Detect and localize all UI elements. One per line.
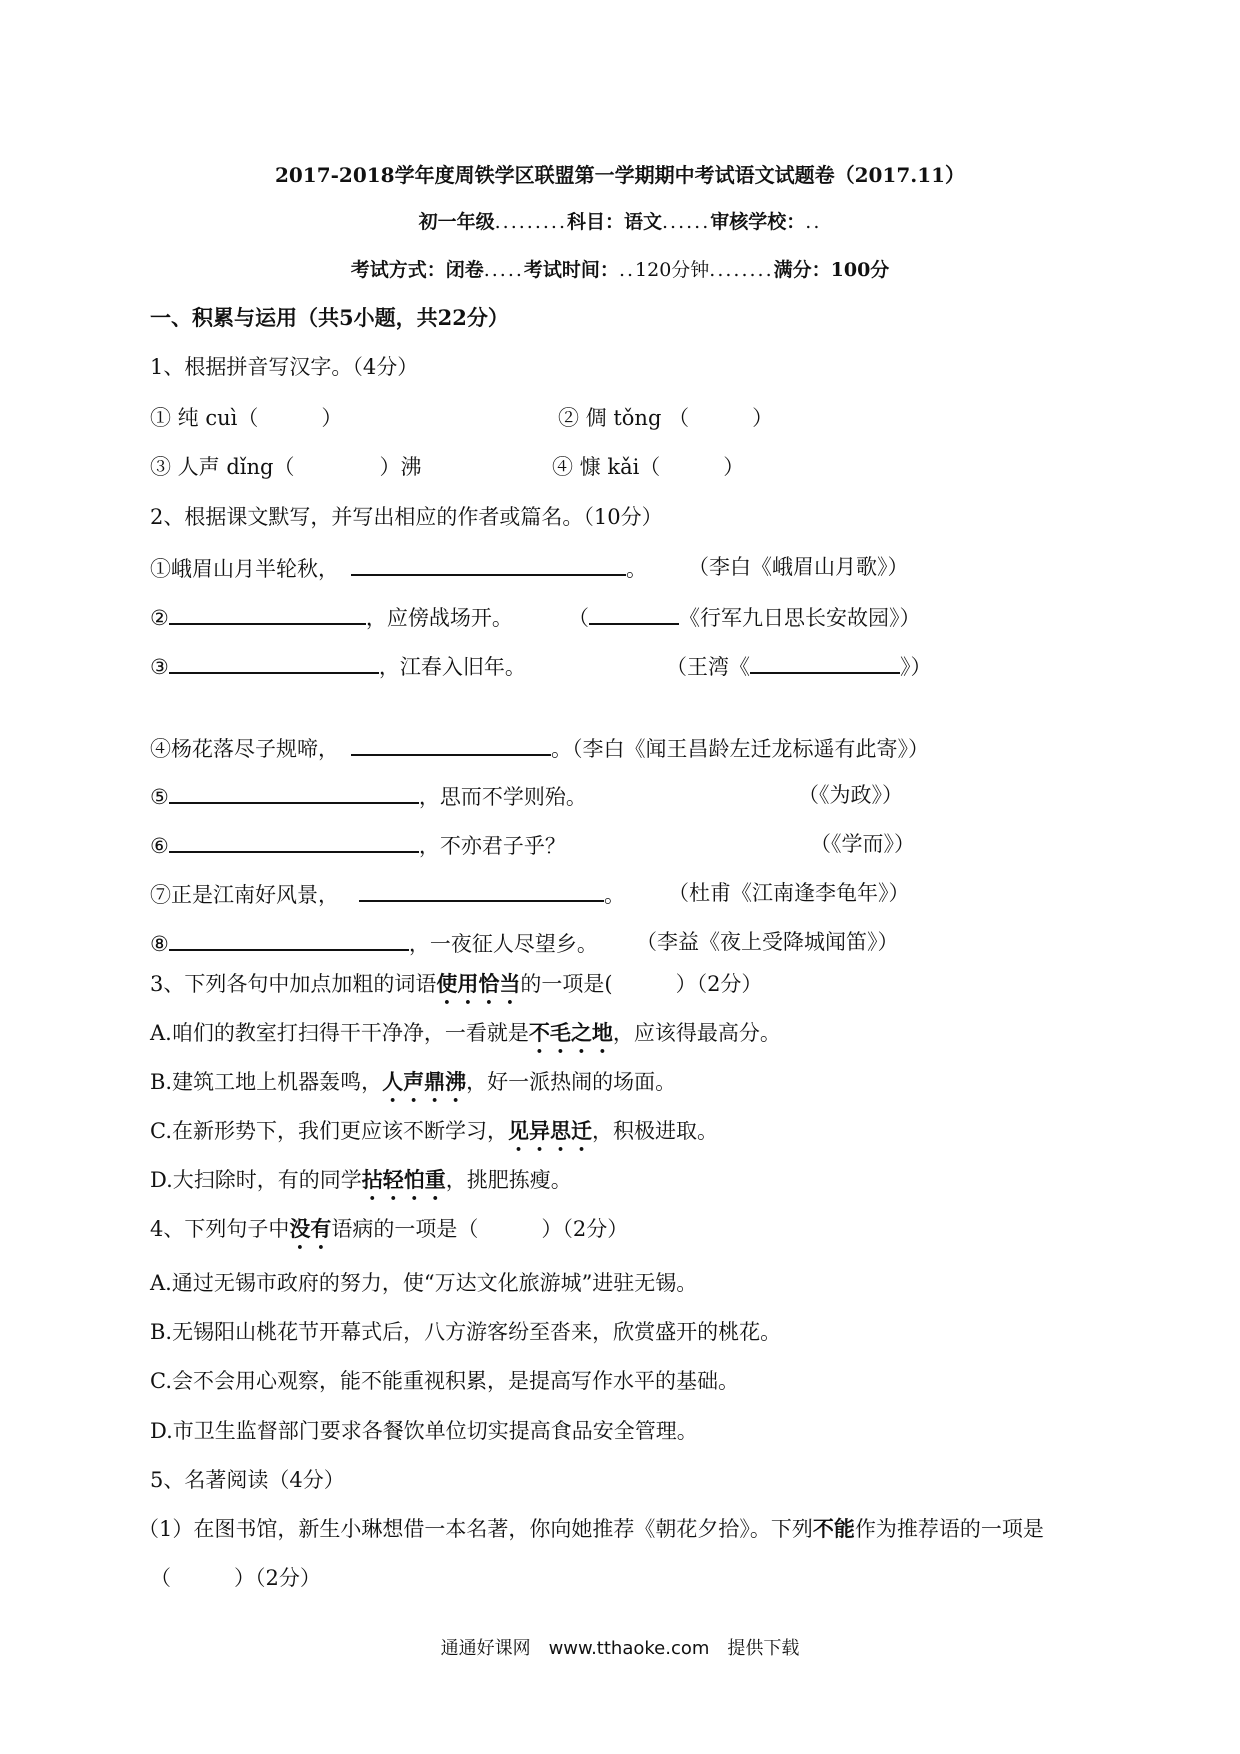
q3-option-b — [150, 1067, 676, 1107]
q2-blank-1[interactable] — [351, 552, 626, 576]
q1-item-3-post: ）沸 — [379, 455, 422, 479]
q1-item-4: ④ 慷 kǎi（ ） — [552, 455, 745, 479]
q3-option-c-term: 见异思迁 — [508, 1118, 592, 1143]
q3-option-a-term: 不毛之地 — [528, 1020, 613, 1045]
q2-line-4-text: ④杨花落尽子规啼， — [150, 737, 339, 761]
q3-stem-post: 的一项是( ）（2分） — [520, 972, 763, 996]
q4-stem-pre: 4、下列句子中 — [150, 1217, 290, 1241]
q2-blank-3-title[interactable] — [750, 650, 900, 674]
q2-line-8 — [150, 927, 598, 959]
q2-line-7-end: 。 — [604, 883, 625, 907]
q2-line-2-num: ② — [150, 606, 169, 630]
q3-option-b-post: ，好一派热闹的场面。 — [466, 1070, 677, 1094]
q2-blank-2-author[interactable] — [589, 601, 679, 625]
school-label: 审核学校： — [710, 211, 806, 233]
q2-line-5-text: ，思而不学则殆。 — [418, 785, 587, 809]
q2-blank-3[interactable] — [169, 650, 379, 674]
exam-time-value: 120分钟 — [635, 259, 710, 281]
section-1-heading: 一、积累与运用（共5小题，共22分） — [150, 305, 509, 330]
q3-stem-pre: 3、下列各句中加点加粗的词语 — [150, 972, 437, 996]
q2-blank-8[interactable] — [169, 927, 409, 951]
q1-item-2: ② 倜 tǒng （ ） — [558, 406, 774, 430]
q4-option-d: D.市卫生监督部门要求各餐饮单位切实提高食品安全管理。 — [150, 1419, 698, 1443]
q2-blank-4[interactable] — [351, 732, 551, 756]
q2-line-1-end: 。 — [626, 557, 647, 581]
q2-blank-5[interactable] — [169, 780, 419, 804]
q2-line-5-num: ⑤ — [150, 785, 169, 809]
q2-line-2-source-open: （ — [568, 606, 589, 630]
q2-line-8-text: ，一夜征人尽望乡。 — [408, 932, 598, 956]
q3-option-c — [150, 1116, 718, 1156]
q3-option-c-pre: C.在新形势下，我们更应该不断学习， — [150, 1119, 508, 1143]
q2-line-3-num: ③ — [150, 655, 169, 679]
q3-stem-emphasis: 使用恰当 — [436, 971, 521, 996]
q3-stem — [150, 969, 762, 1009]
q2-blank-7[interactable] — [359, 878, 604, 902]
q2-line-2-source — [568, 601, 921, 633]
q2-line-8-num: ⑧ — [150, 932, 169, 956]
grade-label: 初一年级 — [418, 211, 495, 233]
q3-option-a-pre: A.咱们的教室打扫得干干净净，一看就是 — [150, 1021, 529, 1045]
q4-option-a: A.通过无锡市政府的努力，使“万达文化旅游城”进驻无锡。 — [150, 1271, 698, 1295]
q2-stem: 2、根据课文默写，并写出相应的作者或篇名。（10分） — [150, 505, 663, 529]
q2-line-3-source-open: （王湾《 — [666, 655, 750, 679]
q3-option-b-term: 人声鼎沸 — [382, 1069, 467, 1094]
q2-line-1-text: ①峨眉山月半轮秋， — [150, 557, 339, 581]
q2-line-3-source-close: 》） — [900, 655, 932, 679]
q5-sub-1 — [138, 1514, 1044, 1544]
q2-line-7-source: （杜甫《江南逢李龟年》） — [668, 881, 910, 905]
q4-stem — [150, 1214, 628, 1254]
q2-line-3-source — [666, 650, 932, 682]
q3-option-d-pre: D.大扫除时，有的同学 — [150, 1168, 362, 1192]
q2-line-7-text: ⑦正是江南好风景， — [150, 883, 339, 907]
q4-stem-emphasis: 没有 — [289, 1216, 332, 1241]
q5-stem: 5、名著阅读（4分） — [150, 1468, 345, 1492]
q2-line-4-source: 。（李白《闻王昌龄左迁龙标遥有此寄》） — [551, 737, 929, 761]
q2-line-6-source: （《学而》） — [810, 832, 915, 856]
q2-line-2-text: ，应傍战场开。 — [365, 606, 513, 630]
q2-line-2-source-title: 《行军九日思长安故园》） — [679, 606, 921, 630]
full-score-label: 满分：100分 — [773, 259, 890, 281]
q2-line-5 — [150, 780, 587, 812]
q4-option-b: B.无锡阳山桃花节开幕式后，八方游客纷至沓来，欣赏盛开的桃花。 — [150, 1320, 782, 1344]
q5-sub-1-pre: （1）在图书馆，新生小琳想借一本名著，你向她推荐《朝花夕拾》。下列 — [138, 1517, 813, 1541]
q3-option-d — [150, 1165, 572, 1205]
q4-stem-post: 语病的一项是（ ）（2分） — [331, 1217, 629, 1241]
q2-line-1 — [150, 552, 647, 584]
q3-option-a — [150, 1018, 781, 1058]
q5-sub-1-bold: 不能 — [812, 1516, 855, 1541]
q2-line-6 — [150, 829, 566, 861]
q3-option-b-pre: B.建筑工地上机器轰鸣， — [150, 1070, 383, 1094]
q2-blank-6[interactable] — [169, 829, 419, 853]
exam-title: 2017-2018学年度周铁学区联盟第一学期期中考试语文试题卷（2017.11） — [274, 163, 966, 187]
q1-stem: 1、根据拼音写汉字。（4分） — [150, 355, 419, 379]
page-footer: 通通好课网 www.tthaoke.com 提供下载 — [440, 1638, 800, 1659]
q2-blank-2[interactable] — [169, 601, 366, 625]
q2-line-8-source: （李益《夜上受降城闻笛》） — [636, 930, 899, 954]
exam-info-line-1: 初一年级.........科目：语文......审核学校：.. — [418, 211, 822, 233]
q2-line-2 — [150, 601, 513, 633]
exam-info-line-2: 考试方式：闭卷.....考试时间：..120分钟........满分：100分 — [350, 259, 890, 281]
q1-item-3 — [150, 452, 421, 482]
q2-line-3-text: ，江春入旧年。 — [378, 655, 526, 679]
q2-line-5-source: （《为政》） — [798, 783, 903, 807]
q5-sub-1-answer-line: （ ）（2分） — [150, 1566, 321, 1590]
q3-option-d-term: 拈轻怕重 — [361, 1167, 446, 1192]
q1-item-3-pre: ③ 人声 dǐng（ — [150, 455, 358, 479]
q4-option-c: C.会不会用心观察，能不能重视积累，是提高写作水平的基础。 — [150, 1369, 739, 1393]
q1-item-1: ① 纯 cuì（ ） — [150, 406, 343, 430]
q2-line-1-source: （李白《峨眉山月歌》） — [688, 555, 909, 579]
q2-line-7 — [150, 878, 625, 910]
q3-option-a-post: ，应该得最高分。 — [612, 1021, 781, 1045]
subject-label: 科目：语文 — [567, 211, 663, 233]
q2-line-3 — [150, 650, 526, 682]
q2-line-4 — [150, 732, 929, 764]
q3-option-c-post: ，积极进取。 — [592, 1119, 718, 1143]
q5-sub-1-post: 作为推荐语的一项是 — [854, 1517, 1044, 1541]
q2-line-6-num: ⑥ — [150, 834, 169, 858]
q3-option-d-post: ，挑肥拣瘦。 — [445, 1168, 572, 1192]
exam-time-label: 考试时间： — [523, 259, 619, 281]
exam-mode-label: 考试方式：闭卷 — [350, 259, 484, 281]
q2-line-6-text: ，不亦君子乎？ — [418, 834, 566, 858]
